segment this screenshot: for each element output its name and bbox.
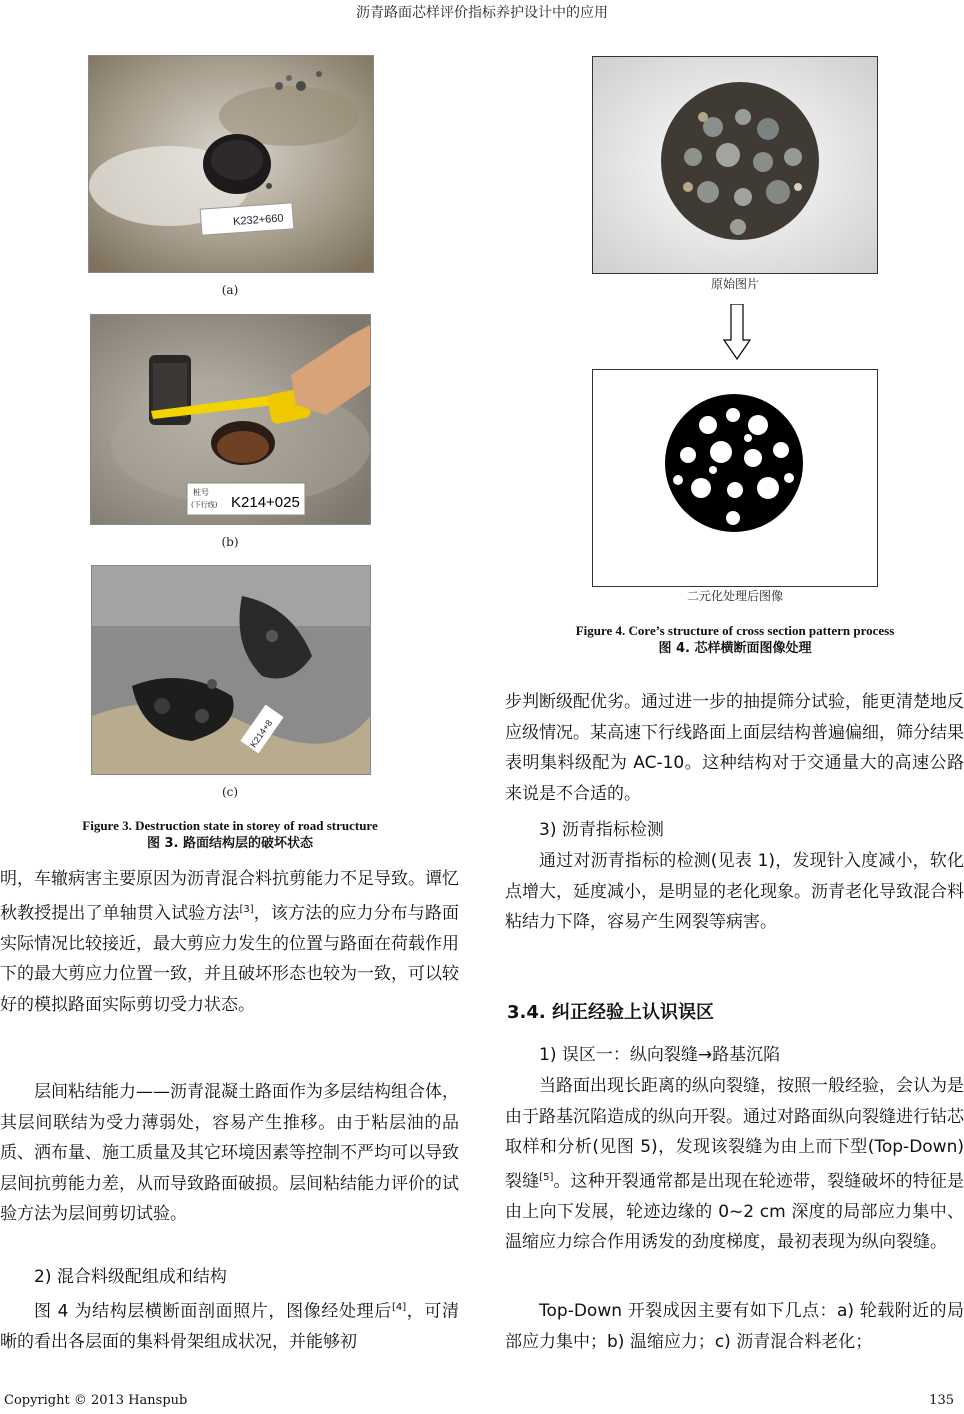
figure3-label-a: (a) <box>221 283 239 297</box>
citation-3[interactable]: [3] <box>239 903 254 915</box>
sign-sub-b: (下行线) <box>191 501 218 509</box>
page-number: 135 <box>929 1393 954 1408</box>
photo-core-binary <box>592 369 878 587</box>
left-p1-text-b: ，该方法的应力分布与路面实际情况比较接近，最大剪应力发生的位置与路面在荷载作用下的最大剪应力位置一致，并且破坏形态也较为一致，可以较好的模拟路面实际剪切受力状态。 <box>0 903 460 1015</box>
copyright-footer: Copyright © 2013 Hanspub <box>4 1393 188 1408</box>
figure3-caption-en: Figure 3. Destruction state in storey of road structure <box>82 818 378 833</box>
figure4-caption-en: Figure 4. Core’s structure of cross section pattern process <box>575 623 895 638</box>
right-paragraph-3: 通过对沥青指标的检测(见表 1)，发现针入度减小，软化点增大，延度减小，是明显的老化现象。沥青老化导致混合料粘结力下降，容易产生网裂等病害。 <box>505 851 964 932</box>
photo-destroyed-layer-c <box>91 565 371 775</box>
figure3-caption <box>0 817 460 853</box>
right-p5-text-b: 。这种开裂通常都是出现在轮迹带，裂缝破坏的特征是由上向下发展，轮迹边缘的 0~2 cm 深度的局部应力集中、温缩应力综合作用诱发的劲度梯度，最初表现为纵向裂缝。 <box>505 1171 964 1253</box>
sign-text-b: K214+025 <box>231 494 300 511</box>
section-heading-3-4: 3.4. 纠正经验上认识误区 <box>507 1002 714 1023</box>
left-p1-text: 明，车辙病害主要原因为沥青混合料抗剪能力不足导致。谭忆秋教授提出了单轴贯入试验方法 <box>0 869 459 924</box>
figure4-label-binary: 二元化处理后图像 <box>686 589 783 603</box>
figure3-label-b: (b) <box>221 535 239 549</box>
left-paragraph-1 <box>0 864 459 1020</box>
running-header: 沥青路面芯样评价指标养护设计中的应用 <box>356 5 608 21</box>
figure3-caption-cn: 图 3. 路面结构层的破坏状态 <box>146 836 314 851</box>
left-subheading-mix: 2) 混合料级配组成和结构 <box>34 1267 227 1287</box>
sign-text-a: K232+660 <box>232 212 284 228</box>
left-paragraph-2: 层间粘结能力——沥青混凝土路面作为多层结构组合体，其层间联结为受力薄弱处，容易产生推移。由于粘层油的品质、洒布量、施工质量及其它环境因素等控制不严均可以导致层间抗剪能力差，从而导致路面破损。层间粘结能力评价的试验方法为层间剪切试验。 <box>0 1082 459 1224</box>
sign-text-c: K214+8 <box>248 718 275 750</box>
right-subheading-misconception: 1) 误区一：纵向裂缝→路基沉陷 <box>539 1045 781 1065</box>
right-subheading-asphalt: 3) 沥青指标检测 <box>539 820 664 840</box>
citation-4[interactable]: [4] <box>391 1302 407 1313</box>
left-paragraph-4 <box>0 1293 459 1358</box>
right-paragraph-5 <box>505 1071 964 1258</box>
figure3-label-c: (c) <box>221 785 239 799</box>
arrow-down-icon <box>723 304 751 360</box>
left-p4-text-b: ，可清晰的看出各层面的集料骨架组成状况，并能够初 <box>0 1301 460 1353</box>
citation-5[interactable]: [5] <box>539 1171 554 1183</box>
right-paragraph-1: 步判断级配优劣。通过进一步的抽提筛分试验，能更清楚地反应级情况。某高速下行线路面上面层结构普遍偏细，筛分结果表明集料级配为 AC-10。这种结构对于交通量大的高速公路来说是不合适的。 <box>505 692 964 804</box>
left-p4-text: 图 4 为结构层横断面剖面照片，图像经处理后 <box>34 1301 392 1322</box>
figure4-caption <box>505 622 964 658</box>
photo-core-original <box>592 56 878 274</box>
right-p5-text: 当路面出现长距离的纵向裂缝，按照一般经验，会认为是由于路基沉陷造成的纵向开裂。通过对路面纵向裂缝进行钻芯取样和分析(见图 5)，发现该裂缝为由上而下型(Top-Down)裂缝 <box>505 1076 964 1192</box>
sign-head-b: 桩号 <box>193 488 209 497</box>
figure4-label-original: 原始图片 <box>710 277 759 291</box>
figure4-caption-cn: 图 4. 芯样横断面图像处理 <box>658 641 812 656</box>
photo-core-measure-b <box>90 314 371 525</box>
photo-core-hole-a <box>88 55 374 273</box>
right-paragraph-6: Top-Down 开裂成因主要有如下几点：a) 轮载附近的局部应力集中；b) 温缩应力；c) 沥青混合料老化； <box>505 1301 964 1352</box>
